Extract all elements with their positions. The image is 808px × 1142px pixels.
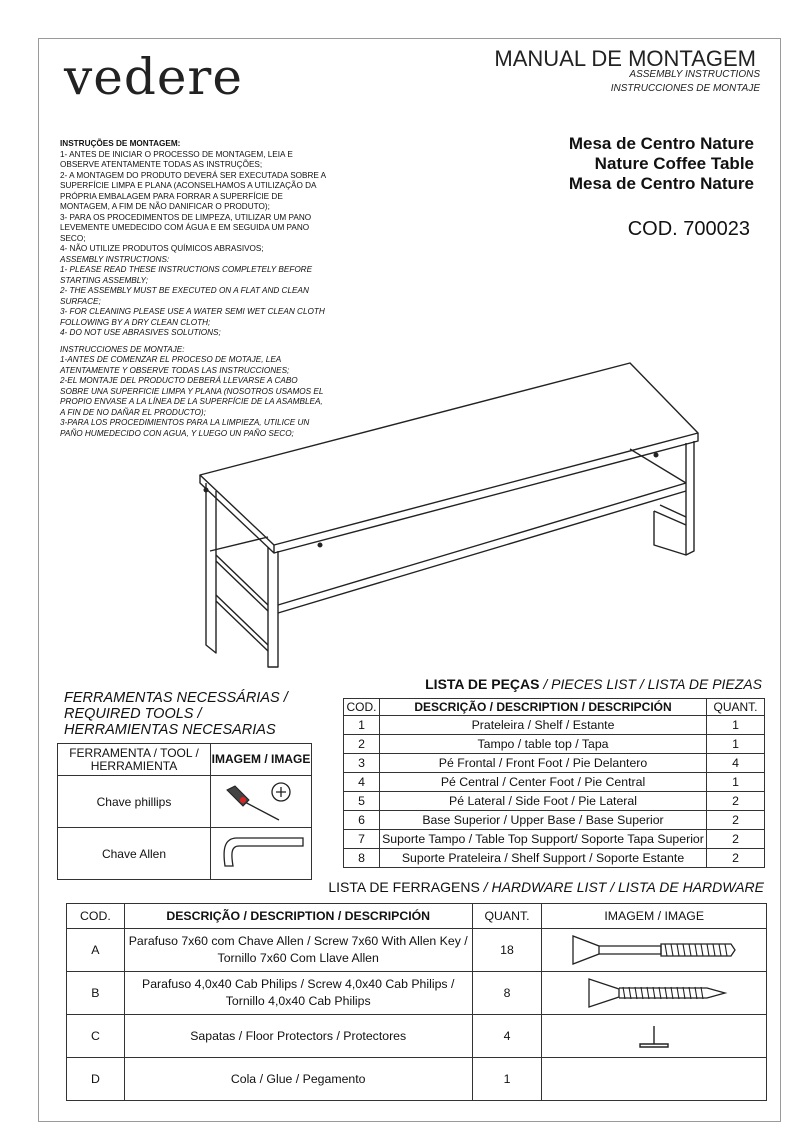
piece-qty: 1 <box>707 735 765 754</box>
hardware-image <box>542 1058 767 1101</box>
piece-qty: 2 <box>707 811 765 830</box>
tools-heading <box>64 690 288 738</box>
piece-cod: 1 <box>344 716 380 735</box>
piece-qty: 1 <box>707 773 765 792</box>
table-row <box>58 828 312 880</box>
piece-desc: Pé Lateral / Side Foot / Pie Lateral <box>380 792 707 811</box>
manual-title: MANUAL DE MONTAGEM <box>494 46 756 71</box>
table-row <box>67 929 767 972</box>
piece-qty: 2 <box>707 830 765 849</box>
piece-qty: 4 <box>707 754 765 773</box>
piece-qty: 1 <box>707 716 765 735</box>
manual-subtitle-es: INSTRUCCIONES DE MONTAJE <box>610 83 760 94</box>
floor-protector-icon <box>634 1018 674 1054</box>
allen-screw-icon <box>569 932 739 968</box>
instruction-item: 1- ANTES DE INICIAR O PROCESSO DE MONTAGEM, LEIA E OBSERVE ATENTAMENTE TODAS AS INSTRUÇÕES; <box>60 149 293 169</box>
tools-heading-es: HERRAMIENTAS NECESARIAS <box>64 722 276 738</box>
hardware-heading-pt: LISTA DE FERRAGENS <box>328 879 480 895</box>
col-cod: COD. <box>67 904 125 929</box>
tool-name: Chave phillips <box>58 776 211 828</box>
phillips-screw-icon <box>579 975 729 1011</box>
hardware-desc: Sapatas / Floor Protectors / Protectores <box>124 1015 472 1058</box>
piece-desc: Pé Central / Center Foot / Pie Central <box>380 773 707 792</box>
tools-heading-en: REQUIRED TOOLS / <box>64 706 202 722</box>
table-row <box>67 1058 767 1101</box>
tool-name: Chave Allen <box>58 828 211 880</box>
pieces-table <box>343 698 765 868</box>
col-image: IMAGEM / IMAGE <box>211 744 312 776</box>
piece-cod: 4 <box>344 773 380 792</box>
hardware-desc: Parafuso 7x60 com Chave Allen / Screw 7x60 With Allen Key / Tornillo 7x60 Com Llave Allen <box>124 929 472 972</box>
instruction-item: 1- PLEASE READ THESE INSTRUCTIONS COMPLETELY BEFORE STARTING ASSEMBLY; <box>60 265 313 285</box>
instructions-pt <box>60 139 328 339</box>
instruction-item: 3- FOR CLEANING PLEASE USE A WATER SEMI WET CLEAN CLOTH FOLLOWING BY A DRY CLEAN CLOTH; <box>60 307 325 327</box>
tool-image <box>211 776 312 828</box>
col-quantity: QUANT. <box>707 699 765 716</box>
instructions-es-title: INSTRUCCIONES DE MONTAJE: <box>60 344 185 354</box>
hardware-cod: B <box>67 972 125 1015</box>
instructions-en-title: ASSEMBLY INSTRUCTIONS: <box>60 254 170 264</box>
table-row <box>344 716 765 735</box>
table-row <box>344 754 765 773</box>
hardware-qty: 1 <box>472 1058 542 1101</box>
instruction-item: 2- A MONTAGEM DO PRODUTO DEVERÁ SER EXECUTADA SOBRE A SUPERFÍCIE LIMPA E PLANA (ACONSELHAMOS A UTILIZAÇÃO DA PRÓPRIA EMBALAGEM PARA FORRAR A SUPERFÍCIE DE MONTAGEM, A FIM DE NÃO DANIFICAR O PRODUTO); <box>60 170 326 211</box>
piece-qty: 2 <box>707 792 765 811</box>
allen-key-icon <box>211 832 311 876</box>
hardware-cod: D <box>67 1058 125 1101</box>
hardware-cod: A <box>67 929 125 972</box>
piece-cod: 5 <box>344 792 380 811</box>
instruction-item: 2-EL MONTAJE DEL PRODUCTO DEBERÁ LLEVARSE A CABO SOBRE UNA SUPERFICIE LIMPA Y PLANA (NOSOTROS USAMOS EL PROPIO ENVASE A LA LÍNEA DE LA SUPERFÍCIE DE LA ASAMBLEA, A FIN DE NO DAÑAR EL PRODUCTO); <box>60 376 324 417</box>
coffee-table-illustration <box>190 355 710 675</box>
piece-cod: 3 <box>344 754 380 773</box>
piece-desc: Suporte Tampo / Table Top Support/ Soporte Tapa Superior <box>380 830 707 849</box>
brand-logo: vedere <box>64 48 243 106</box>
piece-cod: 8 <box>344 849 380 868</box>
col-tool: FERRAMENTA / TOOL / HERRAMIENTA <box>58 744 211 776</box>
instruction-item: 3-PARA LOS PROCEDIMIENTOS PARA LA LIMPIEZA, UTILICE UN PAÑO HUMEDECIDO CON AGUA, Y LUEGO UN PAÑO SECO; <box>60 418 310 438</box>
table-row <box>344 811 765 830</box>
tools-heading-pt: FERRAMENTAS NECESSÁRIAS / <box>64 690 288 706</box>
hardware-cod: C <box>67 1015 125 1058</box>
piece-cod: 2 <box>344 735 380 754</box>
col-quantity: QUANT. <box>472 904 542 929</box>
hardware-image <box>542 929 767 972</box>
piece-cod: 6 <box>344 811 380 830</box>
instruction-item: 1-ANTES DE COMENZAR EL PROCESO DE MOTAJE, LEA ATENTAMENTE Y OBSERVE TODAS LAS INSTRUCCIONES; <box>60 355 290 375</box>
table-row <box>344 830 765 849</box>
table-row <box>58 776 312 828</box>
piece-desc: Pé Frontal / Front Foot / Pie Delantero <box>380 754 707 773</box>
hardware-desc: Parafuso 4,0x40 Cab Philips / Screw 4,0x40 Cab Philips / Tornillo 4,0x40 Cab Philips <box>124 972 472 1015</box>
instruction-item: 2- THE ASSEMBLY MUST BE EXECUTED ON A FLAT AND CLEAN SURFACE; <box>60 286 309 306</box>
hardware-table <box>66 903 767 1101</box>
hardware-qty: 8 <box>472 972 542 1015</box>
product-name-en: Nature Coffee Table <box>594 154 754 173</box>
hardware-heading <box>328 879 764 895</box>
manual-subtitle-en: ASSEMBLY INSTRUCTIONS <box>629 69 760 80</box>
piece-desc: Base Superior / Upper Base / Base Superior <box>380 811 707 830</box>
table-row <box>344 735 765 754</box>
col-image: IMAGEM / IMAGE <box>542 904 767 929</box>
pieces-heading <box>425 676 762 692</box>
instruction-item: 4- NÃO UTILIZE PRODUTOS QUÍMICOS ABRASIVOS; <box>60 244 264 253</box>
piece-desc: Prateleira / Shelf / Estante <box>380 716 707 735</box>
product-name-es: Mesa de Centro Nature <box>568 174 754 193</box>
table-header-row <box>58 744 312 776</box>
table-row <box>344 773 765 792</box>
table-row <box>67 972 767 1015</box>
col-cod: COD. <box>344 699 380 716</box>
instruction-item: 3- PARA OS PROCEDIMENTOS DE LIMPEZA, UTILIZAR UM PANO LEVEMENTE UMEDECIDO COM ÁGUA E EM SEGUIDA UM PANO SECO; <box>60 212 312 243</box>
table-row <box>344 849 765 868</box>
product-name-pt: Mesa de Centro Nature <box>568 134 754 153</box>
instructions-pt-title: INSTRUÇÕES DE MONTAGEM: <box>60 139 181 148</box>
piece-desc: Tampo / table top / Tapa <box>380 735 707 754</box>
table-row <box>344 792 765 811</box>
table-header-row <box>344 699 765 716</box>
tool-image <box>211 828 312 880</box>
hardware-qty: 4 <box>472 1015 542 1058</box>
piece-cod: 7 <box>344 830 380 849</box>
hardware-desc: Cola / Glue / Pegamento <box>124 1058 472 1101</box>
instruction-item: 4- DO NOT USE ABRASIVES SOLUTIONS; <box>60 328 221 337</box>
hardware-qty: 18 <box>472 929 542 972</box>
table-row <box>67 1015 767 1058</box>
col-description: DESCRIÇÃO / DESCRIPTION / DESCRIPCIÓN <box>380 699 707 716</box>
pieces-heading-rest: / PIECES LIST / LISTA DE PIEZAS <box>539 676 762 692</box>
piece-desc: Suporte Prateleira / Shelf Support / Soporte Estante <box>380 849 707 868</box>
tools-table <box>57 743 312 880</box>
product-code: COD. 700023 <box>627 218 750 240</box>
hardware-image <box>542 1015 767 1058</box>
hardware-image <box>542 972 767 1015</box>
table-header-row <box>67 904 767 929</box>
col-description: DESCRIÇÃO / DESCRIPTION / DESCRIPCIÓN <box>124 904 472 929</box>
pieces-heading-pt: LISTA DE PEÇAS <box>425 676 540 692</box>
product-names <box>569 134 754 194</box>
hardware-heading-rest: / HARDWARE LIST / LISTA DE HARDWARE <box>479 879 764 895</box>
piece-qty: 2 <box>707 849 765 868</box>
screwdriver-icon <box>221 780 301 824</box>
